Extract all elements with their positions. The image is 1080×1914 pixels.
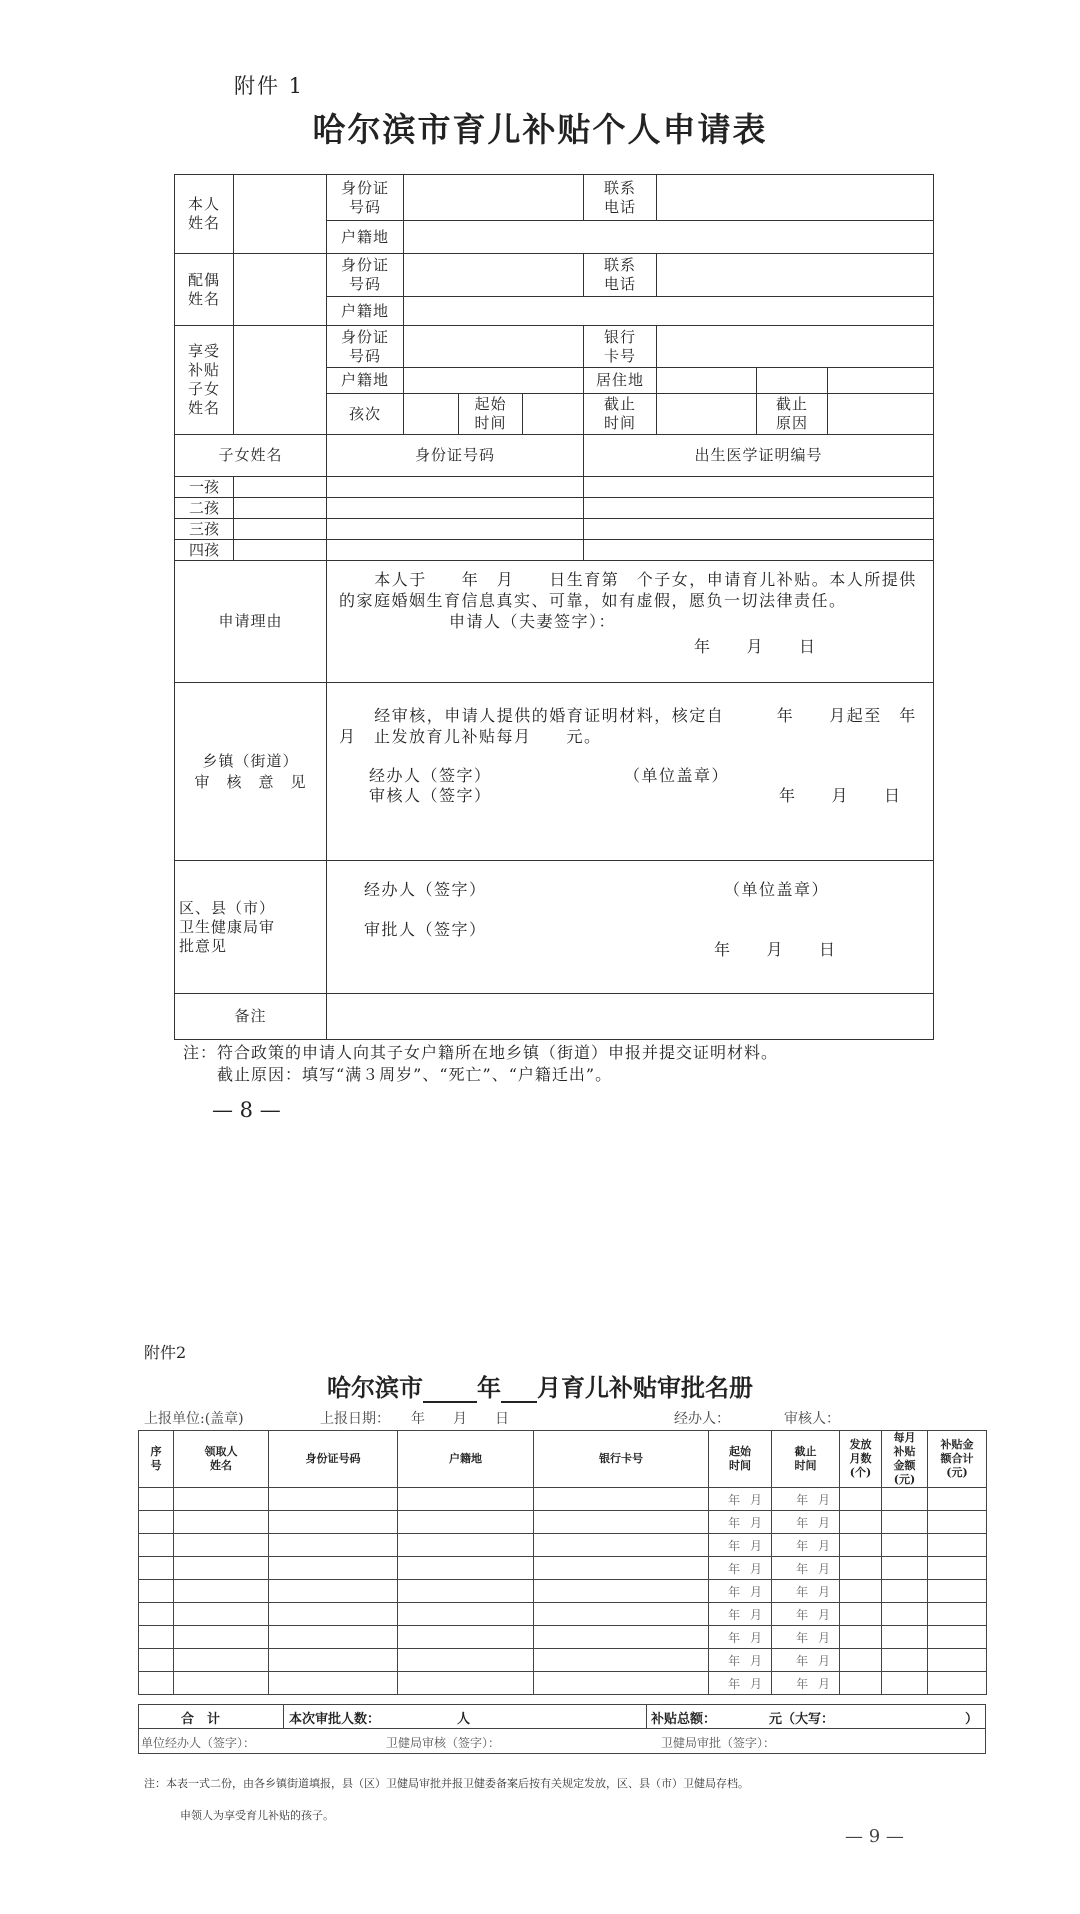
reason-signer: 申请人（夫妻签字）： <box>449 612 617 631</box>
roster-cell[interactable] <box>174 1580 269 1603</box>
child-id-cell[interactable] <box>327 519 584 540</box>
self-phone-field[interactable] <box>657 175 934 221</box>
page-title: 哈尔滨市育儿补贴个人申请表 <box>312 110 768 149</box>
page-number: — 8 — <box>212 1098 281 1122</box>
roster-cell[interactable]: 年 月 <box>709 1649 772 1672</box>
roster-cell[interactable] <box>398 1649 534 1672</box>
child-cert-cell[interactable] <box>584 477 934 498</box>
child-id-cell[interactable] <box>327 540 584 561</box>
remarks-field[interactable] <box>327 994 934 1040</box>
spouse-phone-label: 联系 电话 <box>584 254 657 297</box>
roster-cell[interactable] <box>840 1488 882 1511</box>
roster-cell[interactable] <box>882 1603 928 1626</box>
close-paren: ） <box>965 1712 979 1727</box>
child-id-field[interactable] <box>404 326 584 368</box>
roster-cell[interactable] <box>882 1534 928 1557</box>
roster-cell[interactable] <box>269 1557 398 1580</box>
roster-cell[interactable] <box>174 1488 269 1511</box>
roster-cell[interactable]: 年 月 <box>772 1603 840 1626</box>
title-suffix: 月育儿补贴审批名册 <box>537 1373 753 1402</box>
roster-cell[interactable]: 年 月 <box>709 1511 772 1534</box>
roster-header-cell: 每月 补贴 金额 (元) <box>882 1431 928 1488</box>
roster-cell[interactable] <box>928 1603 987 1626</box>
page-number: — 9 — <box>845 1826 904 1847</box>
yuan-capital-label: 元（大写： <box>769 1712 835 1727</box>
roster-cell[interactable] <box>269 1649 398 1672</box>
roster-cell[interactable] <box>534 1603 709 1626</box>
roster-cell[interactable]: 年 月 <box>709 1488 772 1511</box>
roster-header-cell: 起始 时间 <box>709 1431 772 1488</box>
self-name-field[interactable] <box>234 175 327 254</box>
note-line: 截止原因：填写“满３周岁”、“死亡”、“户籍迁出”。 <box>183 1065 613 1084</box>
roster-cell[interactable] <box>174 1603 269 1626</box>
roster-title <box>0 1368 1080 1403</box>
roster-cell[interactable] <box>139 1511 174 1534</box>
roster-cell[interactable] <box>534 1672 709 1695</box>
county-approval-label: 区、县（市） 卫生健康局审 批意见 <box>175 861 327 994</box>
roster-total-row <box>138 1704 986 1729</box>
roster-cell[interactable] <box>398 1626 534 1649</box>
roster-cell[interactable] <box>174 1626 269 1649</box>
roster-cell[interactable]: 年 月 <box>772 1649 840 1672</box>
roster-cell[interactable]: 年 月 <box>772 1534 840 1557</box>
child-row-label: 三孩 <box>175 519 234 540</box>
town-reviewer: 审核人（签字） <box>369 786 492 805</box>
roster-cell[interactable] <box>174 1534 269 1557</box>
roster-row <box>139 1672 987 1695</box>
roster-cell[interactable] <box>840 1580 882 1603</box>
roster-cell[interactable] <box>398 1488 534 1511</box>
child-huji-field[interactable] <box>404 368 584 394</box>
roster-cell[interactable]: 年 月 <box>772 1488 840 1511</box>
roster-header-cell: 领取人 姓名 <box>174 1431 269 1488</box>
roster-cell[interactable] <box>928 1488 987 1511</box>
col-child-name: 子女姓名 <box>175 435 327 477</box>
roster-cell[interactable] <box>269 1511 398 1534</box>
unit-handler-sign: 单位经办人（签字）： <box>141 1736 256 1750</box>
roster-cell[interactable]: 年 月 <box>772 1557 840 1580</box>
self-id-field[interactable] <box>404 175 584 221</box>
health-review-sign: 卫健局审核（签字）： <box>386 1736 501 1750</box>
total-amount-label: 补贴总额： <box>651 1712 717 1727</box>
birth-order-field[interactable] <box>404 394 459 435</box>
roster-cell[interactable] <box>269 1580 398 1603</box>
child-name-cell[interactable] <box>234 540 327 561</box>
roster-cell[interactable] <box>928 1534 987 1557</box>
town-review-label: 乡镇（街道） 审 核 意 见 <box>175 683 327 861</box>
col-birth-cert: 出生医学证明编号 <box>584 435 934 477</box>
roster-cell[interactable] <box>534 1649 709 1672</box>
roster-cell[interactable] <box>398 1672 534 1695</box>
town-review-cell[interactable] <box>327 683 952 861</box>
health-approve-sign: 卫健局审批（签字）： <box>661 1736 776 1750</box>
child-huji-label: 户籍地 <box>327 368 404 394</box>
self-huji-field[interactable] <box>404 221 934 254</box>
roster-cell[interactable] <box>882 1488 928 1511</box>
child-cert-cell[interactable] <box>584 540 934 561</box>
roster-cell[interactable] <box>928 1626 987 1649</box>
month-blank[interactable] <box>501 1379 537 1403</box>
roster-header-cell: 发放 月数 (个) <box>840 1431 882 1488</box>
roster-cell[interactable] <box>840 1557 882 1580</box>
roster-cell[interactable] <box>139 1580 174 1603</box>
spouse-id-label: 身份证 号码 <box>327 254 404 297</box>
roster-cell[interactable] <box>882 1580 928 1603</box>
remarks-label: 备注 <box>175 994 327 1040</box>
county-date: 年 月 日 <box>714 940 837 959</box>
roster-cell[interactable] <box>139 1603 174 1626</box>
roster-cell[interactable]: 年 月 <box>709 1603 772 1626</box>
child-name-label: 享受 补贴 子女 姓名 <box>175 326 234 435</box>
roster-cell[interactable] <box>398 1557 534 1580</box>
roster-cell[interactable] <box>882 1626 928 1649</box>
roster-cell[interactable] <box>928 1649 987 1672</box>
roster-cell[interactable]: 年 月 <box>772 1580 840 1603</box>
total-label: 合 计 <box>181 1712 221 1727</box>
town-seal: （单位盖章） <box>624 766 730 785</box>
roster-cell[interactable] <box>882 1511 928 1534</box>
roster-cell[interactable]: 年 月 <box>709 1534 772 1557</box>
roster-notes <box>144 1768 749 1832</box>
child-row-label: 四孩 <box>175 540 234 561</box>
roster-cell[interactable] <box>269 1603 398 1626</box>
child-name-cell[interactable] <box>234 477 327 498</box>
roster-cell[interactable] <box>398 1580 534 1603</box>
roster-cell[interactable] <box>398 1603 534 1626</box>
roster-cell[interactable] <box>139 1534 174 1557</box>
roster-header-cell: 银行卡号 <box>534 1431 709 1488</box>
roster-cell[interactable] <box>840 1511 882 1534</box>
roster-sign-row <box>138 1728 986 1754</box>
roster-cell[interactable] <box>534 1626 709 1649</box>
spouse-huji-label: 户籍地 <box>327 297 404 326</box>
roster-cell[interactable] <box>840 1672 882 1695</box>
roster-cell[interactable] <box>174 1511 269 1534</box>
roster-row <box>139 1626 987 1649</box>
roster-cell[interactable] <box>840 1603 882 1626</box>
roster-cell[interactable] <box>269 1488 398 1511</box>
title-year: 年 <box>477 1373 501 1402</box>
child-name-cell[interactable] <box>234 519 327 540</box>
town-review-text: 经审核，申请人提供的婚育证明材料，核定自 年 月起至 年 月 止发放育儿补贴每月 元。 <box>339 706 952 746</box>
spouse-name-field[interactable] <box>234 254 327 326</box>
roster-row <box>139 1603 987 1626</box>
approved-count-label: 本次审批人数： <box>289 1712 381 1727</box>
roster-cell[interactable] <box>139 1557 174 1580</box>
roster-cell[interactable] <box>534 1511 709 1534</box>
roster-cell[interactable] <box>840 1649 882 1672</box>
self-huji-label: 户籍地 <box>327 221 404 254</box>
roster-row <box>139 1557 987 1580</box>
roster-cell[interactable] <box>882 1557 928 1580</box>
reason-date: 年 月 日 <box>694 637 817 656</box>
reason-text: 本人于 年 月 日生育第 个子女，申请育儿补贴。本人所提供的家庭婚姻生育信息真实、可靠，如有虚假，愿负一切法律责任。 <box>339 570 917 610</box>
roster-cell[interactable] <box>840 1626 882 1649</box>
roster-header-cell: 序 号 <box>139 1431 174 1488</box>
child-row-label: 二孩 <box>175 498 234 519</box>
roster-cell[interactable]: 年 月 <box>772 1672 840 1695</box>
self-phone-label: 联系 电话 <box>584 175 657 221</box>
town-handler: 经办人（签字） <box>369 766 492 785</box>
roster-header-cell: 身份证号码 <box>269 1431 398 1488</box>
self-id-label: 身份证 号码 <box>327 175 404 221</box>
start-time-label: 起始 时间 <box>459 394 523 435</box>
note-line: 注：符合政策的申请人向其子女户籍所在地乡镇（街道）申报并提交证明材料。 <box>183 1043 779 1062</box>
roster-cell[interactable] <box>139 1672 174 1695</box>
child-cert-cell[interactable] <box>584 519 934 540</box>
roster-header-cell: 户籍地 <box>398 1431 534 1488</box>
child-id-cell[interactable] <box>327 477 584 498</box>
child-id-label: 身份证 号码 <box>327 326 404 368</box>
report-date: 上报日期： 年 月 日 <box>320 1411 509 1427</box>
year-blank[interactable] <box>423 1379 477 1403</box>
roster-row <box>139 1488 987 1511</box>
roster-header-row <box>139 1431 987 1488</box>
attachment-label: 附件 1 <box>234 74 305 98</box>
person-unit: 人 <box>457 1712 471 1727</box>
town-date: 年 月 日 <box>779 786 902 805</box>
roster-cell[interactable] <box>928 1511 987 1534</box>
roster-cell[interactable]: 年 月 <box>709 1626 772 1649</box>
residence-field[interactable] <box>657 368 757 394</box>
attachment-label: 附件2 <box>144 1343 187 1362</box>
roster-cell[interactable] <box>534 1557 709 1580</box>
roster-row <box>139 1511 987 1534</box>
roster-cell[interactable] <box>174 1672 269 1695</box>
reviewer-label: 审核人： <box>784 1411 840 1427</box>
roster-header-cell: 补贴金 额合计 (元) <box>928 1431 987 1488</box>
roster-cell[interactable] <box>840 1534 882 1557</box>
roster-cell[interactable] <box>139 1649 174 1672</box>
roster-cell[interactable] <box>398 1534 534 1557</box>
roster-cell[interactable]: 年 月 <box>772 1511 840 1534</box>
note-line: 申领人为享受育儿补贴的孩子。 <box>180 1809 334 1822</box>
note-line: 注：本表一式二份，由各乡镇街道填报，县（区）卫健局审批并报卫健委备案后按有关规定发放，区、县（市）卫健局存档。 <box>144 1777 749 1790</box>
roster-row <box>139 1534 987 1557</box>
roster-cell[interactable] <box>139 1626 174 1649</box>
end-reason-field[interactable] <box>828 394 934 435</box>
end-time-label: 截止 时间 <box>584 394 657 435</box>
report-unit: 上报单位:(盖章) <box>144 1411 244 1427</box>
roster-cell[interactable] <box>269 1672 398 1695</box>
bank-card-field[interactable] <box>657 326 934 368</box>
county-approval-cell[interactable] <box>327 861 934 994</box>
start-time-field[interactable] <box>523 394 584 435</box>
application-form-table <box>174 174 952 1040</box>
roster-cell[interactable]: 年 月 <box>709 1580 772 1603</box>
spouse-id-field[interactable] <box>404 254 584 297</box>
roster-cell[interactable] <box>534 1580 709 1603</box>
residence-label: 居住地 <box>584 368 657 394</box>
spouse-huji-field[interactable] <box>404 297 934 326</box>
roster-row <box>139 1649 987 1672</box>
county-handler: 经办人（签字） <box>364 880 487 899</box>
roster-header-cell: 截止 时间 <box>772 1431 840 1488</box>
residence-field-2[interactable] <box>757 368 828 394</box>
spouse-name-label: 配偶 姓名 <box>175 254 234 326</box>
child-row-label: 一孩 <box>175 477 234 498</box>
roster-cell[interactable] <box>398 1511 534 1534</box>
col-id-number: 身份证号码 <box>327 435 584 477</box>
county-approver: 审批人（签字） <box>364 920 487 939</box>
reason-cell[interactable] <box>327 561 934 683</box>
end-reason-label: 截止 原因 <box>757 394 828 435</box>
roster-cell[interactable] <box>534 1534 709 1557</box>
roster-cell[interactable] <box>928 1557 987 1580</box>
child-cert-cell[interactable] <box>584 498 934 519</box>
roster-cell[interactable] <box>928 1580 987 1603</box>
roster-cell[interactable] <box>269 1626 398 1649</box>
roster-cell[interactable] <box>174 1649 269 1672</box>
roster-cell[interactable] <box>139 1488 174 1511</box>
reason-label: 申请理由 <box>175 561 327 683</box>
approval-roster-table <box>138 1430 987 1695</box>
self-name-label: 本人 姓名 <box>175 175 234 254</box>
child-name-field[interactable] <box>234 326 327 435</box>
end-time-field[interactable] <box>657 394 757 435</box>
roster-cell[interactable] <box>928 1672 987 1695</box>
roster-cell[interactable] <box>882 1649 928 1672</box>
birth-order-label: 孩次 <box>327 394 404 435</box>
roster-cell[interactable]: 年 月 <box>772 1626 840 1649</box>
spouse-phone-field[interactable] <box>657 254 934 297</box>
roster-cell[interactable] <box>174 1557 269 1580</box>
roster-cell[interactable] <box>882 1672 928 1695</box>
child-id-cell[interactable] <box>327 498 584 519</box>
roster-cell[interactable]: 年 月 <box>709 1672 772 1695</box>
bank-card-label: 银行 卡号 <box>584 326 657 368</box>
county-seal: （单位盖章） <box>724 880 830 899</box>
roster-cell[interactable] <box>269 1534 398 1557</box>
title-prefix: 哈尔滨市 <box>327 1373 423 1402</box>
roster-cell[interactable]: 年 月 <box>709 1557 772 1580</box>
note-block <box>183 1042 778 1086</box>
roster-row <box>139 1580 987 1603</box>
child-name-cell[interactable] <box>234 498 327 519</box>
residence-field-3[interactable] <box>828 368 934 394</box>
roster-cell[interactable] <box>534 1488 709 1511</box>
handler-label: 经办人： <box>674 1411 730 1427</box>
